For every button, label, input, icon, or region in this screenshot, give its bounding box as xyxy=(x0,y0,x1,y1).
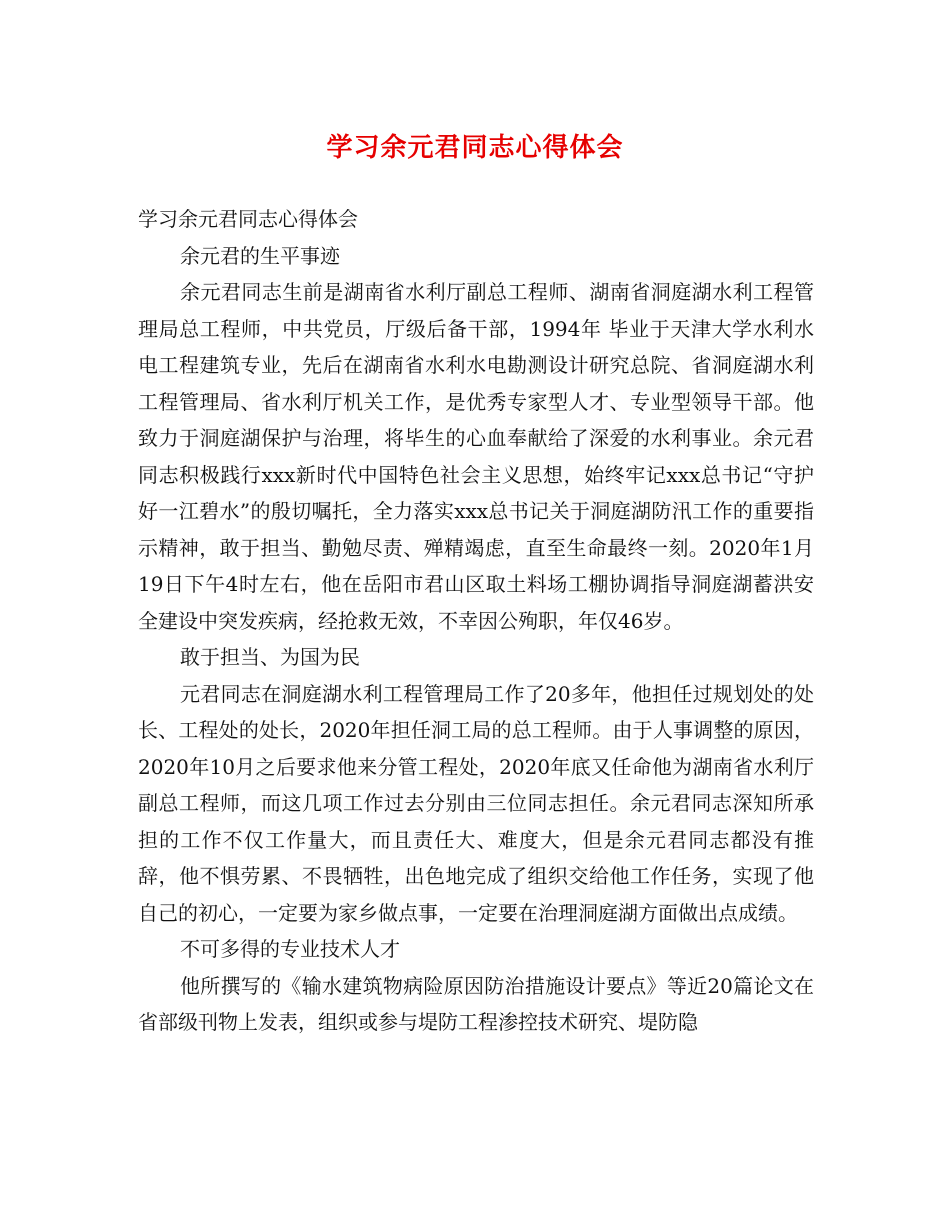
body-heading: 学习余元君同志心得体会 xyxy=(138,207,358,231)
document-title: 学习余元君同志心得体会 xyxy=(326,133,624,163)
section-heading-responsibility: 敢于担当、为国为民 xyxy=(180,645,360,669)
paragraph-responsibility: 元君同志在洞庭湖水利工程管理局工作了20多年，他担任过规划处的处长、工程处的处长，2020年担任洞工局的总工程师。由于人事调整的原因，2020年10月之后要求他来分管工程处，2020年底又任命他为湖南省水利厅副总工程师，而这几项工作过去分别由三位同志担任。余元君同志深知所承担的工作不仅工作量大，而且责任大、难度大，但是余元君同志都没有推辞，他不惧劳累、不畏牺牲，出色地完成了组织交给他工作任务，实现了他自己的初心，一定要为家乡做点事，一定要在治理洞庭湖方面做出点成绩。 xyxy=(138,681,814,925)
section-heading-expertise: 不可多得的专业技术人才 xyxy=(180,937,400,961)
paragraph-expertise: 他所撰写的《输水建筑物病险原因防治措施设计要点》等近20篇论文在省部级刊物上发表，组织或参与堤防工程渗控技术研究、堤防隐 xyxy=(138,973,814,1034)
section-heading-biography: 余元君的生平事迹 xyxy=(180,243,340,268)
document-body xyxy=(138,201,814,1041)
paragraph-biography: 余元君同志生前是湖南省水利厅副总工程师、湖南省洞庭湖水利工程管理局总工程师，中共党员，厅级后备干部，1994年 毕业于天津大学水利水电工程建筑专业，先后在湖南省水利水电勘测设计研究总院、省洞庭湖水利工程管理局、省水利厅机关工作，是优秀专家型人才、专业型领导干部。他致力于洞庭湖保护与治理，将毕生的心血奉献给了深爱的水利事业。余元君同志积极践行xxx新时代中国特色社会主义思想，始终牢记xxx总书记“守护好一江碧水”的殷切嘱托，全力落实xxx总书记关于洞庭湖防汛工作的重要指示精神，敢于担当、勤勉尽责、殚精竭虑，直至生命最终一刻。2020年1月19日下午4时左右，他在岳阳市君山区取土料场工棚协调指导洞庭湖蓄洪安全建设中突发疾病，经抢救无效，不幸因公殉职，年仅46岁。 xyxy=(138,280,814,633)
